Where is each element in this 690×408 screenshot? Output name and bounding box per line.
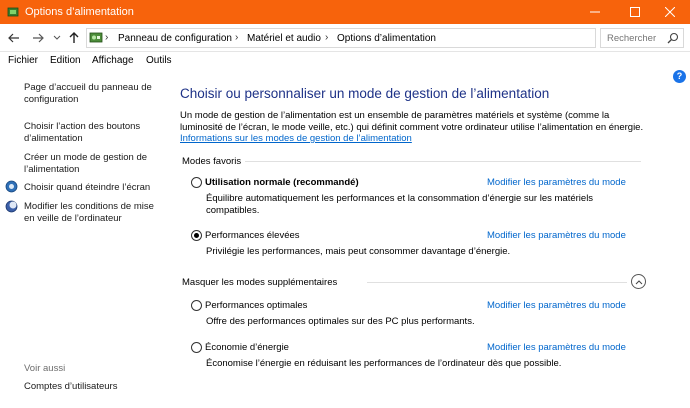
- help-button[interactable]: [673, 70, 686, 83]
- plan-balanced-radio[interactable]: [191, 177, 202, 188]
- hidden-plans-divider: [367, 282, 627, 283]
- plan-balanced-modify-link[interactable]: Modifier les paramètres du mode: [487, 177, 626, 188]
- minimize-button[interactable]: [579, 0, 611, 24]
- plan-ultimate-name[interactable]: Performances optimales: [205, 300, 308, 311]
- breadcrumb-power-options[interactable]: Options d’alimentation: [337, 33, 436, 44]
- arrow-up-icon: [69, 32, 79, 44]
- forward-button[interactable]: [30, 29, 46, 47]
- maximize-icon: [630, 7, 640, 17]
- search-input[interactable]: [601, 29, 663, 47]
- turn-off-display-link[interactable]: Choisir quand éteindre l’écran: [24, 182, 151, 193]
- search-box[interactable]: [600, 28, 684, 48]
- menu-tools[interactable]: Outils: [146, 55, 172, 66]
- plan-power-saver-radio[interactable]: [191, 342, 202, 353]
- control-panel-icon: [89, 31, 103, 45]
- search-icon[interactable]: [667, 32, 679, 44]
- up-button[interactable]: [66, 29, 82, 47]
- see-also-label: Voir aussi: [24, 363, 66, 374]
- plan-power-saver-name[interactable]: Économie d’énergie: [205, 342, 289, 353]
- user-accounts-link[interactable]: Comptes d’utilisateurs: [24, 381, 118, 392]
- breadcrumb-separator-icon: ›: [105, 32, 109, 43]
- title-bar: [0, 0, 690, 24]
- breadcrumb-control-panel[interactable]: Panneau de configuration: [118, 33, 232, 44]
- window-right-edge: [686, 70, 690, 408]
- control-panel-home-link[interactable]: Page d’accueil du panneau de configuration: [24, 82, 152, 105]
- plan-high-performance-radio[interactable]: [191, 230, 202, 241]
- chevron-up-icon: [635, 279, 643, 285]
- power-options-icon: [7, 6, 19, 18]
- maximize-button[interactable]: [619, 0, 651, 24]
- intro-text: [180, 110, 650, 145]
- chevron-down-icon: [53, 35, 61, 41]
- close-button[interactable]: [654, 0, 686, 24]
- power-plans-info-link[interactable]: Informations sur les modes de gestion de l’alimentation: [180, 133, 412, 144]
- plan-power-saver-modify-link[interactable]: Modifier les paramètres du mode: [487, 342, 626, 353]
- hidden-plans-section-label[interactable]: Masquer les modes supplémentaires: [182, 277, 338, 288]
- plan-balanced-desc: Équilibre automatiquement les performances et la consommation d’énergie sur les matériels compatibles.: [206, 193, 594, 216]
- breadcrumb-hardware-sound[interactable]: Matériel et audio: [247, 33, 321, 44]
- plan-ultimate-desc: Offre des performances optimales sur des PC plus performants.: [206, 316, 475, 327]
- collapse-button[interactable]: [631, 274, 646, 289]
- menu-edit[interactable]: Edition: [50, 55, 81, 66]
- display-icon: [5, 180, 18, 193]
- menu-file[interactable]: Fichier: [8, 55, 39, 66]
- plan-high-performance-modify-link[interactable]: Modifier les paramètres du mode: [487, 230, 626, 241]
- plan-ultimate-modify-link[interactable]: Modifier les paramètres du mode: [487, 300, 626, 311]
- plan-power-saver-desc: Économise l’énergie en réduisant les performances de l’ordinateur dès que possible.: [206, 358, 562, 369]
- breadcrumb-separator-icon: ›: [235, 32, 239, 43]
- page-title: Choisir ou personnaliser un mode de gestion de l’alimentation: [180, 86, 550, 101]
- plan-ultimate-radio[interactable]: [191, 300, 202, 311]
- intro-paragraph: Un mode de gestion de l’alimentation est un ensemble de paramètres matériels et système (comme la luminosité de l’écran, le mode veille, etc.) qui définit comment votre ordinateur utilise l’alimentation en énergie.: [180, 110, 644, 133]
- arrow-left-icon: [8, 33, 20, 43]
- address-bar: [0, 24, 690, 52]
- menu-view[interactable]: Affichage: [92, 55, 134, 66]
- help-icon: ?: [676, 71, 683, 81]
- sleep-settings-link[interactable]: Modifier les conditions de mise en veille de l’ordinateur: [24, 201, 154, 224]
- plan-high-performance-desc: Privilégie les performances, mais peut consommer davantage d’énergie.: [206, 246, 511, 257]
- plan-high-performance-name[interactable]: Performances élevées: [205, 230, 300, 241]
- window-title: Options d’alimentation: [25, 6, 134, 18]
- breadcrumb-separator-icon: ›: [325, 32, 329, 43]
- favorites-divider: [245, 161, 641, 162]
- back-button[interactable]: [6, 29, 22, 47]
- sleep-icon: [5, 200, 18, 213]
- recent-locations-button[interactable]: [52, 29, 62, 47]
- choose-power-buttons-link[interactable]: Choisir l’action des boutons d’alimentation: [24, 121, 141, 144]
- favorites-section-label: Modes favoris: [182, 156, 242, 167]
- plan-balanced-name[interactable]: Utilisation normale (recommandé): [205, 177, 359, 188]
- create-power-plan-link[interactable]: Créer un mode de gestion de l’alimentation: [24, 152, 148, 175]
- minimize-icon: [590, 7, 600, 17]
- arrow-right-icon: [32, 33, 44, 43]
- address-field[interactable]: [86, 28, 596, 48]
- close-icon: [665, 7, 675, 17]
- menu-bar: [0, 53, 690, 69]
